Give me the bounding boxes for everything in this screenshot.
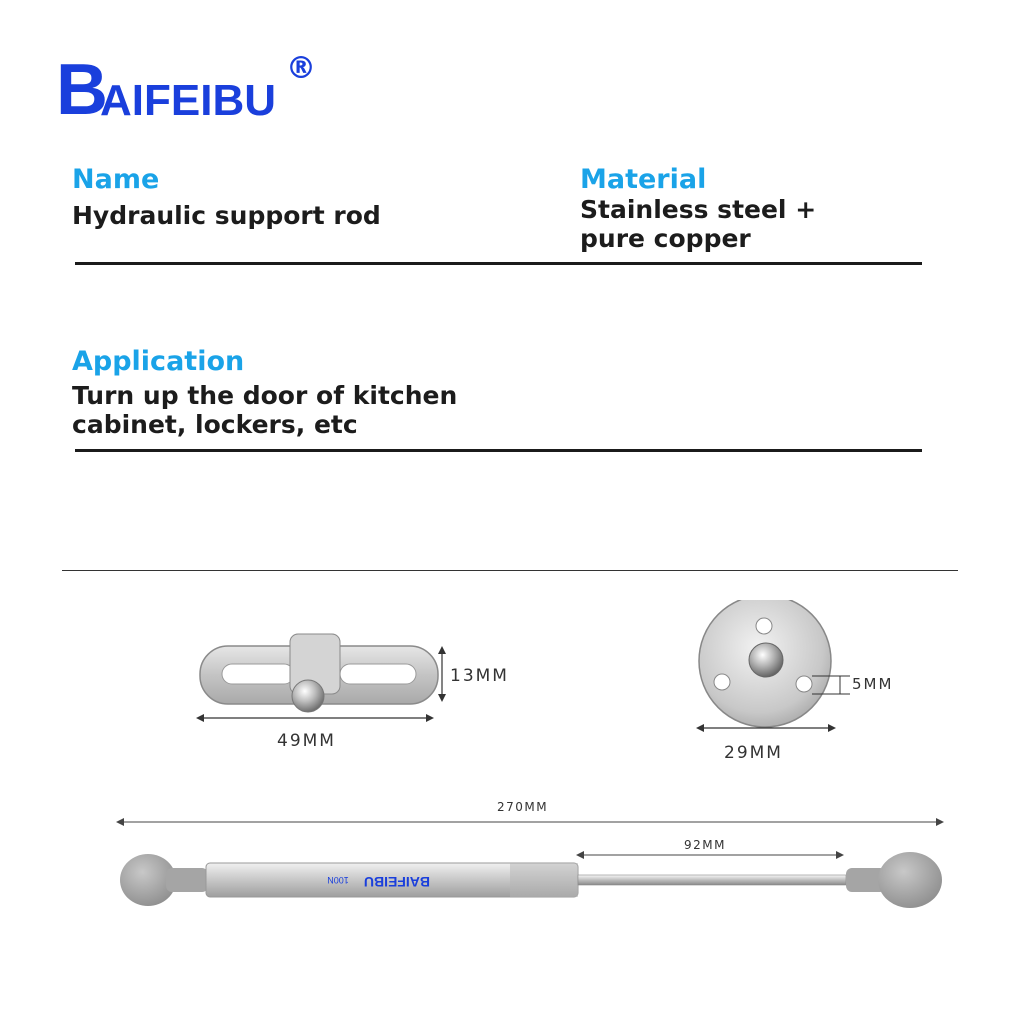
application-label: Application	[72, 346, 245, 377]
section-divider	[62, 570, 958, 571]
rod-print	[300, 868, 430, 892]
application-value-line2: cabinet, lockers, etc	[72, 410, 358, 439]
divider-rule	[75, 262, 922, 265]
material-label: Material	[580, 164, 707, 195]
brand-logo-initial: B	[56, 50, 106, 130]
right-end-cap	[878, 852, 942, 908]
rod-print-force: 100N	[327, 875, 349, 885]
piston-rod	[578, 875, 846, 885]
name-label: Name	[72, 164, 160, 195]
bracket-width-label: 49MM	[277, 731, 336, 751]
disc-diameter-label: 29MM	[724, 743, 783, 763]
name-value: Hydraulic support rod	[72, 201, 381, 230]
application-value-line1: Turn up the door of kitchen	[72, 381, 458, 410]
bracket-height-label: 13MM	[450, 666, 509, 686]
disc-hole-label: 5MM	[852, 675, 894, 693]
registered-mark: ®	[286, 51, 316, 86]
material-value-line2: pure copper	[580, 224, 751, 253]
gas-spring-illustration	[110, 846, 950, 916]
rod-total-label: 270MM	[497, 800, 549, 814]
rod-stroke-label: 92MM	[684, 838, 726, 852]
brand-logo-name: AIFEIBU	[100, 76, 276, 125]
divider-rule	[75, 449, 922, 452]
material-value-line1: Stainless steel +	[580, 195, 817, 224]
cylinder-collar	[510, 863, 578, 897]
rod-print-brand: BAIFEIBU	[363, 874, 430, 890]
disc-hole	[756, 618, 772, 634]
left-end-neck	[166, 868, 208, 892]
disc-dimension-arrows	[690, 660, 860, 750]
bracket-dimension-arrows	[190, 640, 460, 740]
